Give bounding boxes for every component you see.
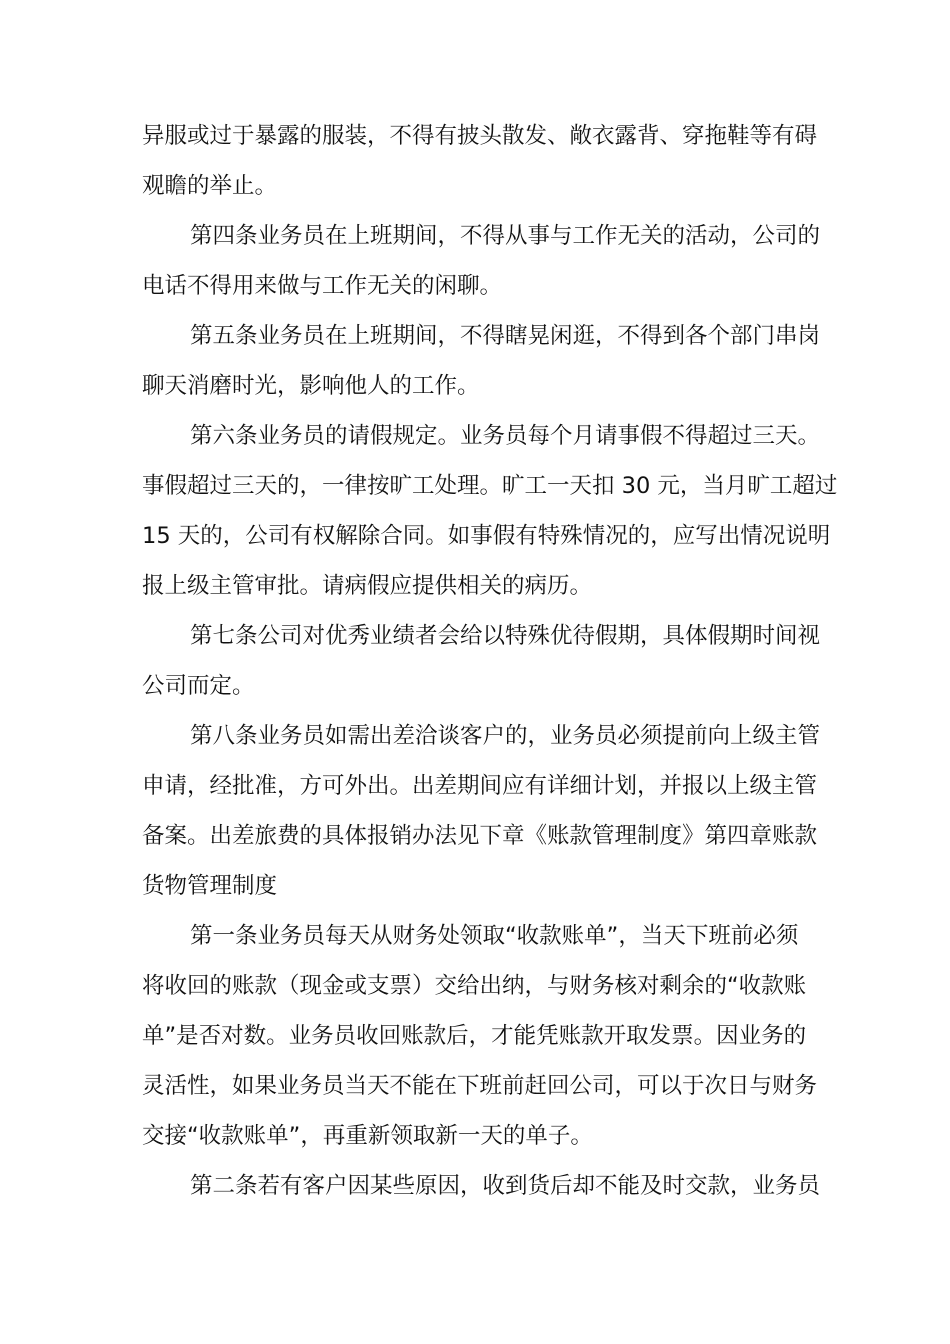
text-line: 事假超过三天的，一律按旷工处理。旷工一天扣 30 元，当月旷工超过 — [142, 473, 838, 499]
text-line: 聊天消磨时光，影响他人的工作。 — [142, 373, 480, 399]
text-line: 将收回的账款（现金或支票）交给出纳，与财务核对剩余的“收款账 — [142, 973, 807, 999]
text-line: 电话不得用来做与工作无关的闲聊。 — [142, 273, 503, 299]
paragraph-first-line: 第五条业务员在上班期间，不得瞎晃闲逛，不得到各个部门串岗 — [190, 323, 821, 349]
paragraph-first-line: 第二条若有客户因某些原因，收到货后却不能及时交款，业务员 — [190, 1173, 821, 1199]
text-line: 备案。出差旅费的具体报销办法见下章《账款管理制度》第四章账款 — [142, 823, 818, 849]
text-line: 申请，经批准，方可外出。出差期间应有详细计划，并报以上级主管 — [142, 773, 818, 799]
text-line: 交接“收款账单”，再重新领取新一天的单子。 — [142, 1123, 593, 1149]
text-line: 异服或过于暴露的服装，不得有披头散发、敞衣露背、穿拖鞋等有碍 — [142, 123, 818, 149]
paragraph-first-line: 第七条公司对优秀业绩者会给以特殊优待假期，具体假期时间视 — [190, 623, 821, 649]
paragraph-first-line: 第八条业务员如需出差洽谈客户的，业务员必须提前向上级主管 — [190, 723, 821, 749]
paragraph-first-line: 第一条业务员每天从财务处领取“收款账单”，当天下班前必须 — [190, 923, 799, 949]
paragraph-first-line: 第四条业务员在上班期间，不得从事与工作无关的活动，公司的 — [190, 223, 821, 249]
text-line: 公司而定。 — [142, 673, 255, 699]
text-line: 观瞻的举止。 — [142, 173, 278, 199]
text-line: 单”是否对数。业务员收回账款后，才能凭账款开取发票。因业务的 — [142, 1023, 807, 1049]
text-line: 15 天的，公司有权解除合同。如事假有特殊情况的，应写出情况说明 — [142, 523, 831, 549]
paragraph-first-line: 第六条业务员的请假规定。业务员每个月请事假不得超过三天。 — [190, 423, 821, 449]
text-line: 灵活性，如果业务员当天不能在下班前赶回公司，可以于次日与财务 — [142, 1073, 818, 1099]
text-line: 报上级主管审批。请病假应提供相关的病历。 — [142, 573, 593, 599]
text-line: 货物管理制度 — [142, 873, 278, 899]
